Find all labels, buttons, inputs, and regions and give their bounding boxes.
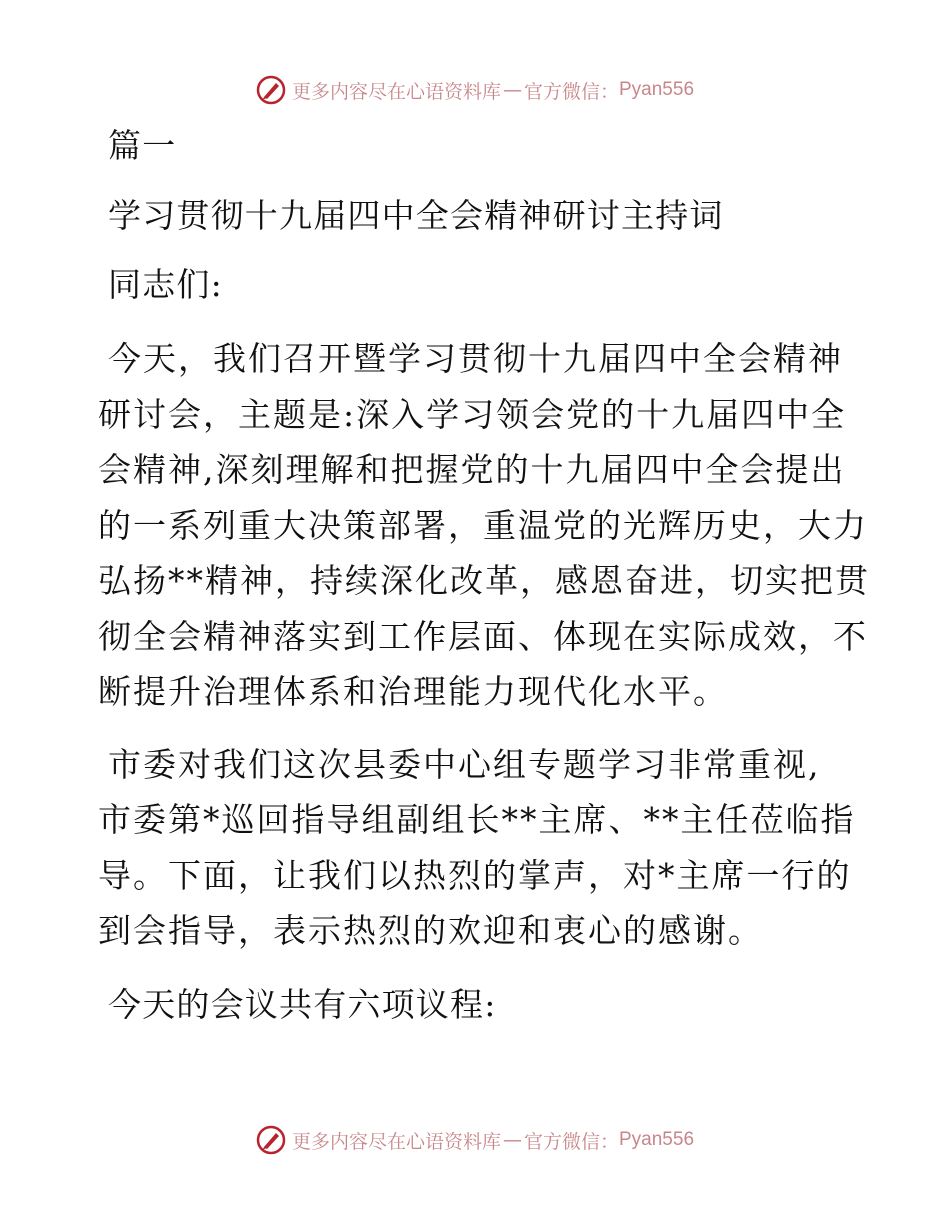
paragraph-line: 市委对我们这次县委中心组专题学习非常重视, (108, 744, 821, 784)
header-watermark (0, 70, 950, 110)
paragraph-line: 断提升治理体系和治理能力现代化水平。 (98, 672, 728, 711)
watermark-dash: — (502, 79, 522, 101)
paragraph-line: 市委第*巡回指导组副组长**主席、**主任莅临指 (98, 800, 856, 839)
watermark-text: 更多内容尽在心语资料库 (291, 80, 501, 103)
watermark-id: Pyan556 (619, 1129, 695, 1150)
section-heading: 篇一 (108, 126, 177, 165)
watermark-label: 官方微信： (523, 1130, 619, 1153)
agenda-intro: 今天的会议共有六项议程: (108, 984, 497, 1024)
paragraph-line: 研讨会，主题是:深入学习领会党的十九届四中全 (98, 394, 847, 434)
pen-logo-icon (256, 1125, 286, 1155)
watermark-dash: — (502, 1129, 522, 1151)
paragraph-1 (98, 331, 870, 720)
paragraph-line: 彻全会精神落实到工作层面、体现在实际成效，不 (98, 616, 868, 656)
watermark-text: 更多内容尽在心语资料库 (291, 1130, 501, 1153)
watermark-label: 官方微信： (523, 80, 619, 103)
document-body (98, 122, 870, 1029)
paragraph-line: 导。下面，让我们以热烈的掌声，对*主席一行的 (98, 855, 852, 895)
document-title: 学习贯彻十九届四中全会精神研讨主持词 (108, 196, 724, 235)
footer-watermark (0, 1120, 950, 1160)
paragraph-2 (98, 737, 856, 959)
paragraph-line: 会精神,深刻理解和把握党的十九届四中全会提出 (98, 450, 846, 489)
paragraph-line: 到会指导，表示热烈的欢迎和衷心的感谢。 (98, 911, 763, 950)
paragraph-line: 弘扬**精神，持续深化改革，感恩奋进，切实把贯 (98, 561, 870, 600)
paragraph-line: 的一系列重大决策部署，重温党的光辉历史，大力 (98, 505, 868, 545)
paragraph-line: 今天，我们召开暨学习贯彻十九届四中全会精神 (108, 339, 843, 378)
greeting: 同志们: (108, 265, 223, 304)
pen-logo-icon (256, 75, 286, 105)
watermark-id: Pyan556 (619, 79, 695, 100)
